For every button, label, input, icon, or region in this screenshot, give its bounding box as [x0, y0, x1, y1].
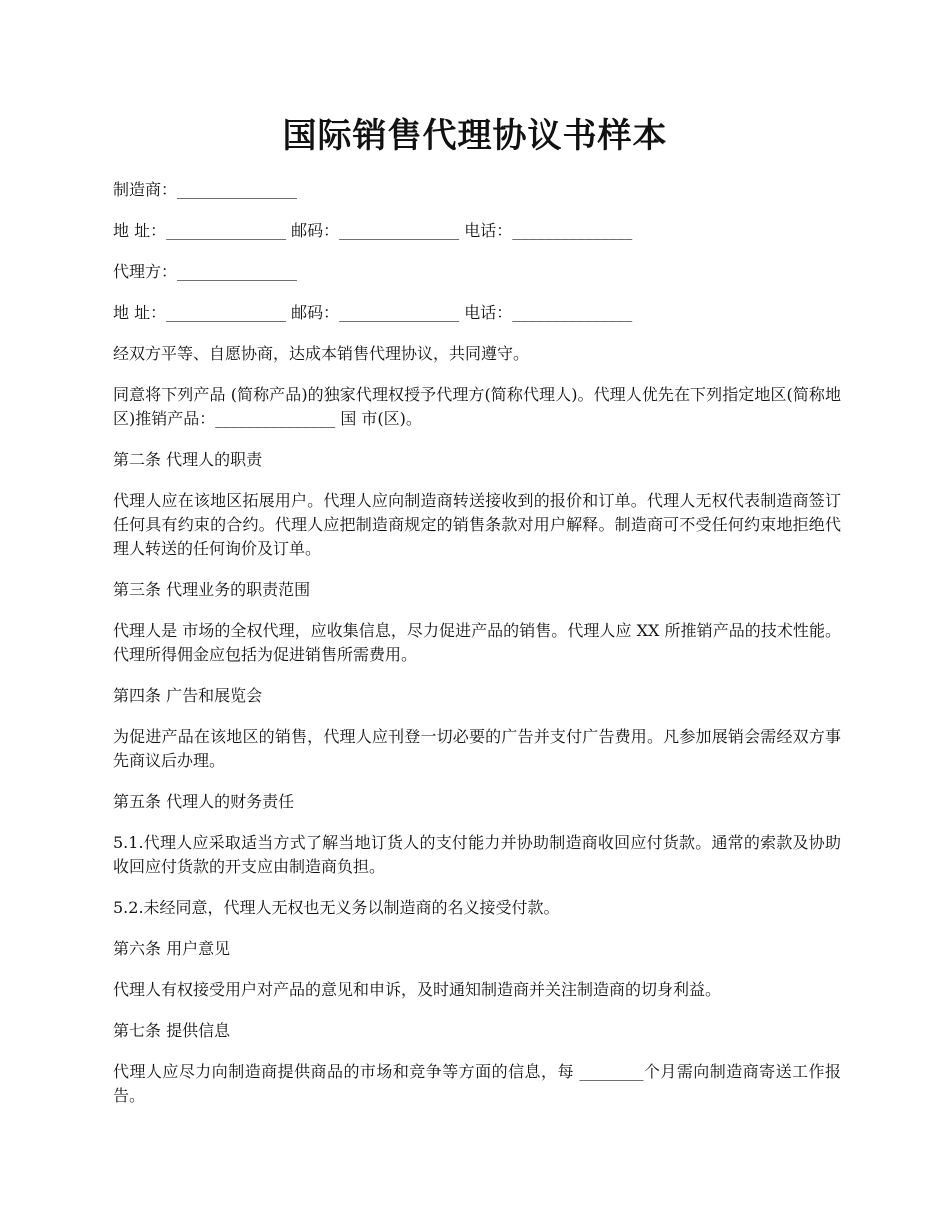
- document-body: [113, 178, 841, 1125]
- manufacturer-line: 制造商：_______________: [113, 180, 298, 199]
- article-7-paragraph: 代理人应尽力向制造商提供商品的市场和竞争等方面的信息，每 ________个月需向制造商寄送工作报告。: [113, 1062, 841, 1105]
- agent-address-line: 地 址：_______________ 邮码：_______________ 电话：_______________: [113, 303, 633, 322]
- article-5-1-paragraph: 5.1.代理人应采取适当方式了解当地订货人的支付能力并协助制造商收回应付货款。通常的索款及协助收回应付货款的开支应由制造商负担。: [113, 833, 841, 876]
- preamble-paragraph: 经双方平等、自愿协商，达成本销售代理协议，共同遵守。: [113, 344, 530, 363]
- article-2-paragraph: 代理人应在该地区拓展用户。代理人应向制造商转送接收到的报价和订单。代理人无权代表制造商签订任何具有约束的合约。代理人应把制造商规定的销售条款对用户解释。制造商可不受任何约束地拒绝代理人转送的任何询价及订单。: [113, 491, 841, 558]
- article-4-heading: 第四条 广告和展览会: [113, 686, 263, 705]
- article-3-paragraph: 代理人是 市场的全权代理，应收集信息，尽力促进产品的销售。代理人应 XX 所推销产品的技术性能。代理所得佣金应包括为促进销售所需费用。: [113, 621, 841, 664]
- document-title: 国际销售代理协议书样本: [282, 116, 668, 156]
- article-6-heading: 第六条 用户意见: [113, 939, 231, 958]
- article-5-2-paragraph: 5.2.未经同意，代理人无权也无义务以制造商的名义接受付款。: [113, 898, 560, 917]
- article-1-paragraph: 同意将下列产品 (简称产品)的独家代理权授予代理方(简称代理人)。代理人优先在下列指定地区(简称地区)推销产品：_______________ 国 市(区)。: [113, 385, 841, 428]
- article-2-heading: 第二条 代理人的职责: [113, 450, 263, 469]
- manufacturer-address-line: 地 址：_______________ 邮码：_______________ 电话：_______________: [113, 221, 633, 240]
- article-4-paragraph: 为促进产品在该地区的销售，代理人应刊登一切必要的广告并支付广告费用。凡参加展销会需经双方事先商议后办理。: [113, 727, 841, 770]
- article-7-heading: 第七条 提供信息: [113, 1021, 231, 1040]
- article-6-paragraph: 代理人有权接受用户对产品的意见和申诉，及时通知制造商并关注制造商的切身利益。: [113, 980, 722, 999]
- article-3-heading: 第三条 代理业务的职责范围: [113, 580, 311, 599]
- article-5-heading: 第五条 代理人的财务责任: [113, 792, 295, 811]
- agent-line: 代理方：_______________: [113, 262, 298, 281]
